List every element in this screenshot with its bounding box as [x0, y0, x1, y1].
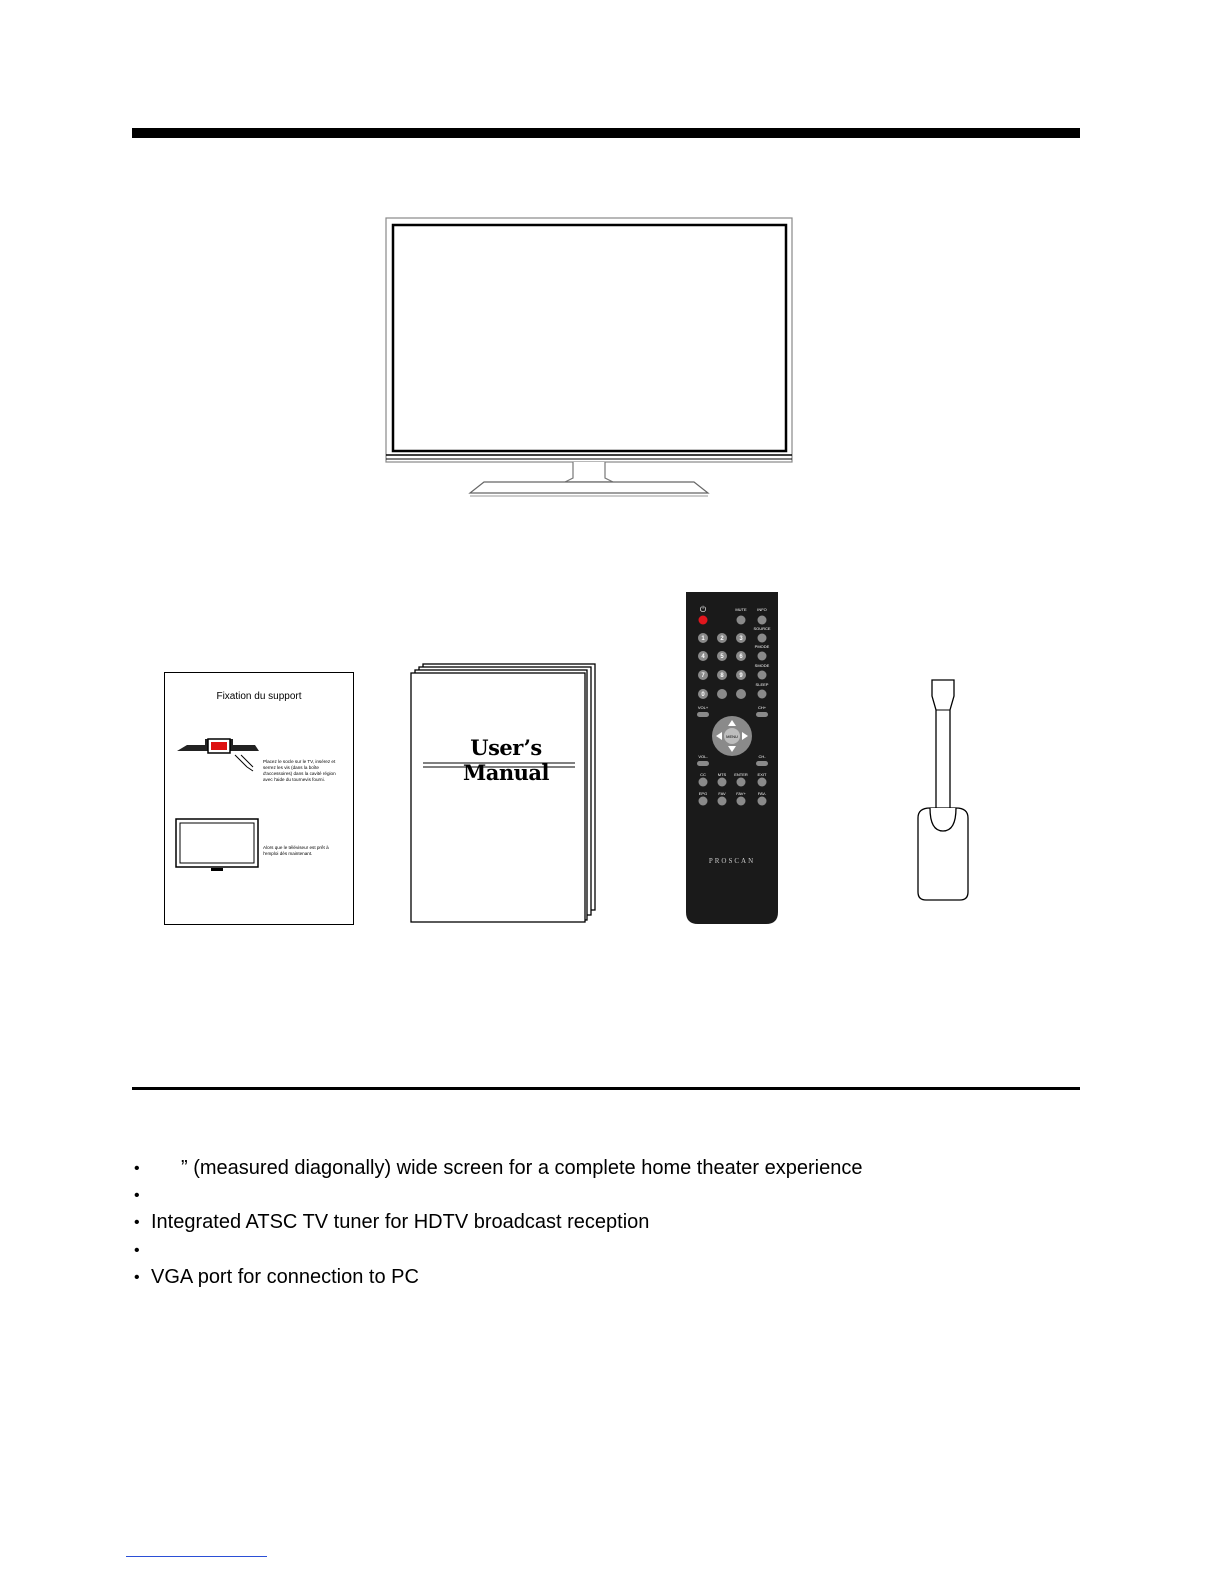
svg-text:FAV+: FAV+ — [736, 791, 746, 796]
svg-text:SLEEP: SLEEP — [755, 682, 769, 687]
features-list — [134, 1155, 1094, 1291]
sheet-title: Fixation du support — [216, 691, 302, 702]
svg-text:FAV: FAV — [718, 791, 726, 796]
sheet-step1-text: Placez le socle sur le TV, insérez et serrez les vis (dans la boîte d'accessoires) dans la cavité région avec l'aide du tournevis fourni. — [263, 759, 336, 782]
bracket-diagram — [175, 733, 260, 778]
users-manual — [408, 662, 598, 924]
svg-text:EXIT: EXIT — [757, 772, 767, 777]
bullet: • — [134, 1268, 140, 1286]
bracket-instruction-sheet — [164, 672, 354, 925]
list-item — [134, 1264, 1094, 1291]
dpad — [712, 716, 752, 756]
bullet: • — [134, 1187, 140, 1205]
feature-text: VGA port for connection to PC — [151, 1265, 419, 1288]
section-rule-top — [132, 128, 1080, 138]
list-item — [134, 1237, 1094, 1264]
tv-illustration — [384, 216, 794, 501]
svg-text:FAV-: FAV- — [757, 791, 767, 796]
bullet: • — [134, 1160, 140, 1177]
svg-text:9: 9 — [739, 673, 743, 679]
svg-text:VOL+: VOL+ — [697, 705, 709, 710]
svg-text:8: 8 — [720, 673, 724, 679]
svg-text:SOURCE: SOURCE — [753, 626, 771, 631]
svg-text:7: 7 — [701, 673, 705, 679]
feature-text: ” (measured diagonally) wide screen for a complete home theater experience — [181, 1157, 863, 1179]
svg-text:CH+: CH+ — [757, 705, 767, 710]
remote-control — [684, 590, 780, 926]
bullet: • — [134, 1241, 140, 1259]
manual-stack — [408, 662, 598, 924]
svg-text:3: 3 — [739, 636, 743, 642]
list-item — [134, 1155, 1094, 1182]
svg-text:PMODE: PMODE — [754, 644, 770, 649]
svg-text:SMODE: SMODE — [754, 663, 770, 668]
svg-text:5: 5 — [720, 654, 724, 660]
section-rule-features — [132, 1087, 1080, 1090]
manual-title: User’s Manual — [463, 735, 549, 785]
svg-text:4: 4 — [701, 654, 705, 660]
power-button — [699, 616, 708, 625]
bullet: • — [134, 1214, 140, 1232]
svg-text:CH-: CH- — [758, 754, 766, 759]
power-icon: ⏻ — [699, 605, 707, 614]
screwdriver-illustration — [912, 676, 974, 902]
svg-text:INFO: INFO — [757, 607, 767, 612]
footnote-rule — [126, 1556, 267, 1557]
svg-text:EPG: EPG — [698, 791, 708, 796]
svg-text:PROSCAN: PROSCAN — [708, 857, 756, 865]
svg-text:ENTER: ENTER — [734, 772, 748, 777]
svg-text:6: 6 — [739, 654, 743, 660]
sheet-step2-text: Alors que le téléviseur est prêt à l'emploi dès maintenant. — [263, 845, 329, 856]
list-item — [134, 1182, 1094, 1209]
svg-text:0: 0 — [701, 692, 705, 698]
list-item — [134, 1209, 1094, 1236]
svg-text:MTS: MTS — [717, 772, 727, 777]
sheet-tv-diagram — [175, 818, 261, 874]
svg-text:MENU: MENU — [726, 734, 738, 739]
svg-text:VOL-: VOL- — [698, 754, 708, 759]
svg-text:CC: CC — [700, 772, 706, 777]
feature-text: Integrated ATSC TV tuner for HDTV broadcast reception — [151, 1211, 650, 1234]
svg-text:1: 1 — [701, 636, 705, 642]
svg-text:MUTE: MUTE — [735, 607, 747, 612]
svg-text:2: 2 — [720, 636, 724, 642]
